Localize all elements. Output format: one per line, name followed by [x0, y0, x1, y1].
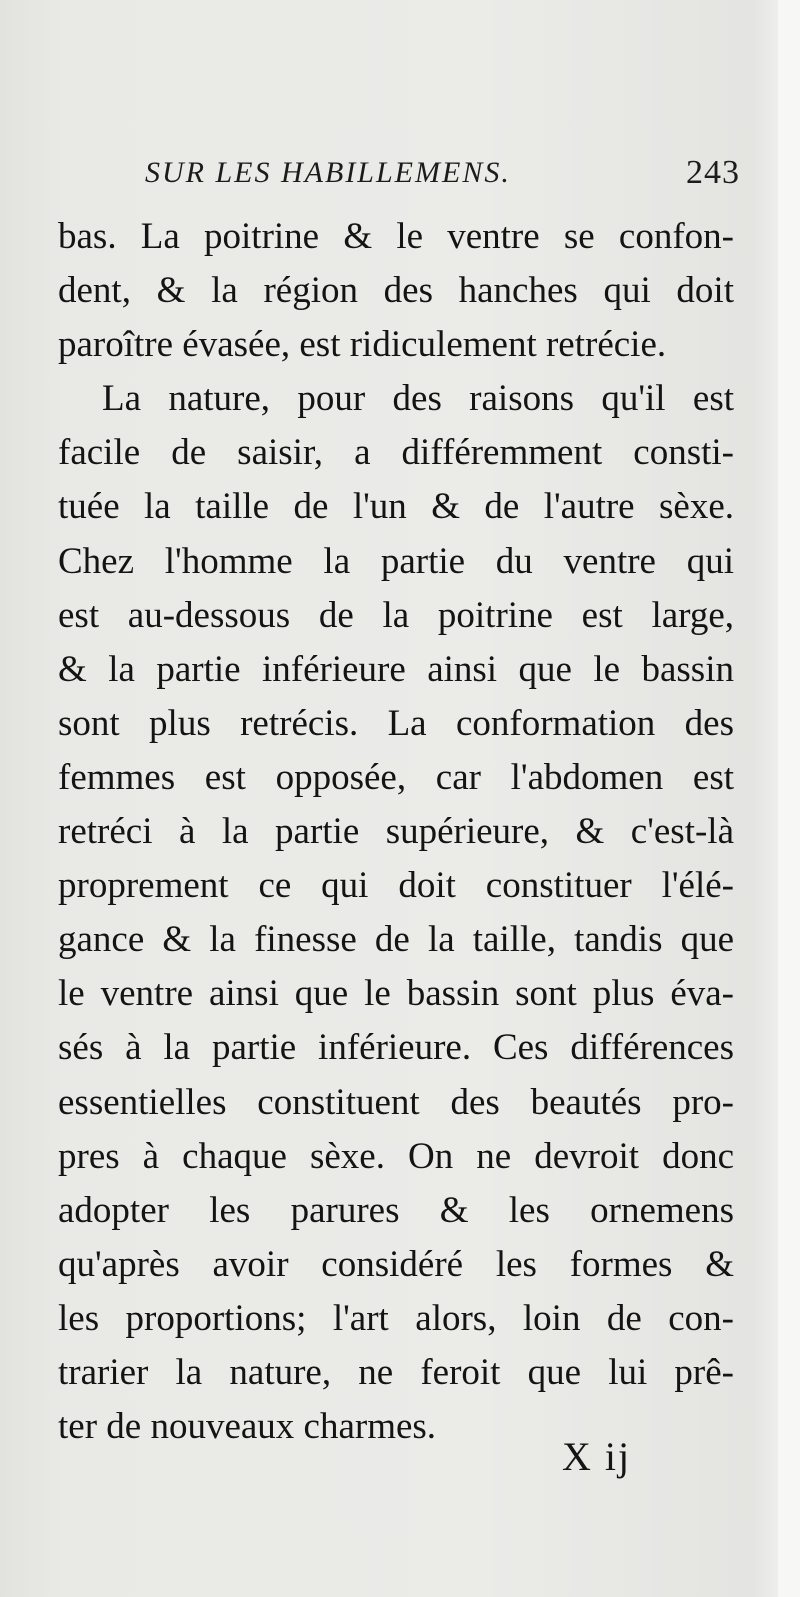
text-line: adopter les parures & les ornemens [58, 1189, 734, 1231]
text-line: le ventre ainsi que le bassin sont plus éva- [58, 973, 734, 1015]
text-line: dent, & la région des hanches qui doit [58, 270, 734, 312]
text-line: femmes est opposée, car l'abdomen est [58, 756, 734, 798]
text-line: gance & la finesse de la taille, tandis que [58, 919, 734, 961]
text-line: pres à chaque sèxe. On ne devroit donc [58, 1135, 734, 1177]
body-text [58, 210, 734, 1454]
text-line: sont plus retrécis. La conformation des [58, 702, 734, 744]
text-line: ter de nouveaux charmes. [58, 1406, 437, 1448]
page-edge [778, 0, 800, 1597]
signature-mark: X ij [562, 1434, 632, 1479]
text-line: tuée la taille de l'un & de l'autre sèxe. [58, 486, 734, 528]
text-line: facile de saisir, a différemment consti- [58, 432, 734, 474]
text-line: qu'après avoir considéré les formes & [58, 1243, 734, 1285]
text-line: sés à la partie inférieure. Ces différences [58, 1027, 734, 1069]
text-line: Chez l'homme la partie du ventre qui [58, 540, 734, 582]
running-head [145, 152, 740, 198]
text-line: trarier la nature, ne feroit que lui prê- [58, 1351, 734, 1393]
text-line: & la partie inférieure ainsi que le bassin [58, 648, 734, 690]
text-line: les proportions; l'art alors, loin de con- [58, 1297, 734, 1339]
text-line: bas. La poitrine & le ventre se confon- [58, 216, 734, 257]
running-title: SUR LES HABILLEMENS. [145, 156, 511, 189]
text-line: essentielles constituent des beautés pro- [58, 1081, 734, 1123]
text-line: est au-dessous de la poitrine est large, [58, 594, 734, 636]
text-line: retréci à la partie supérieure, & c'est-là [58, 811, 734, 853]
text-line: La nature, pour des raisons qu'il est [102, 378, 734, 420]
text-line: paroître évasée, est ridiculement retrécie. [58, 324, 667, 366]
text-line: proprement ce qui doit constituer l'élé- [58, 865, 734, 907]
page-number: 243 [686, 154, 740, 191]
